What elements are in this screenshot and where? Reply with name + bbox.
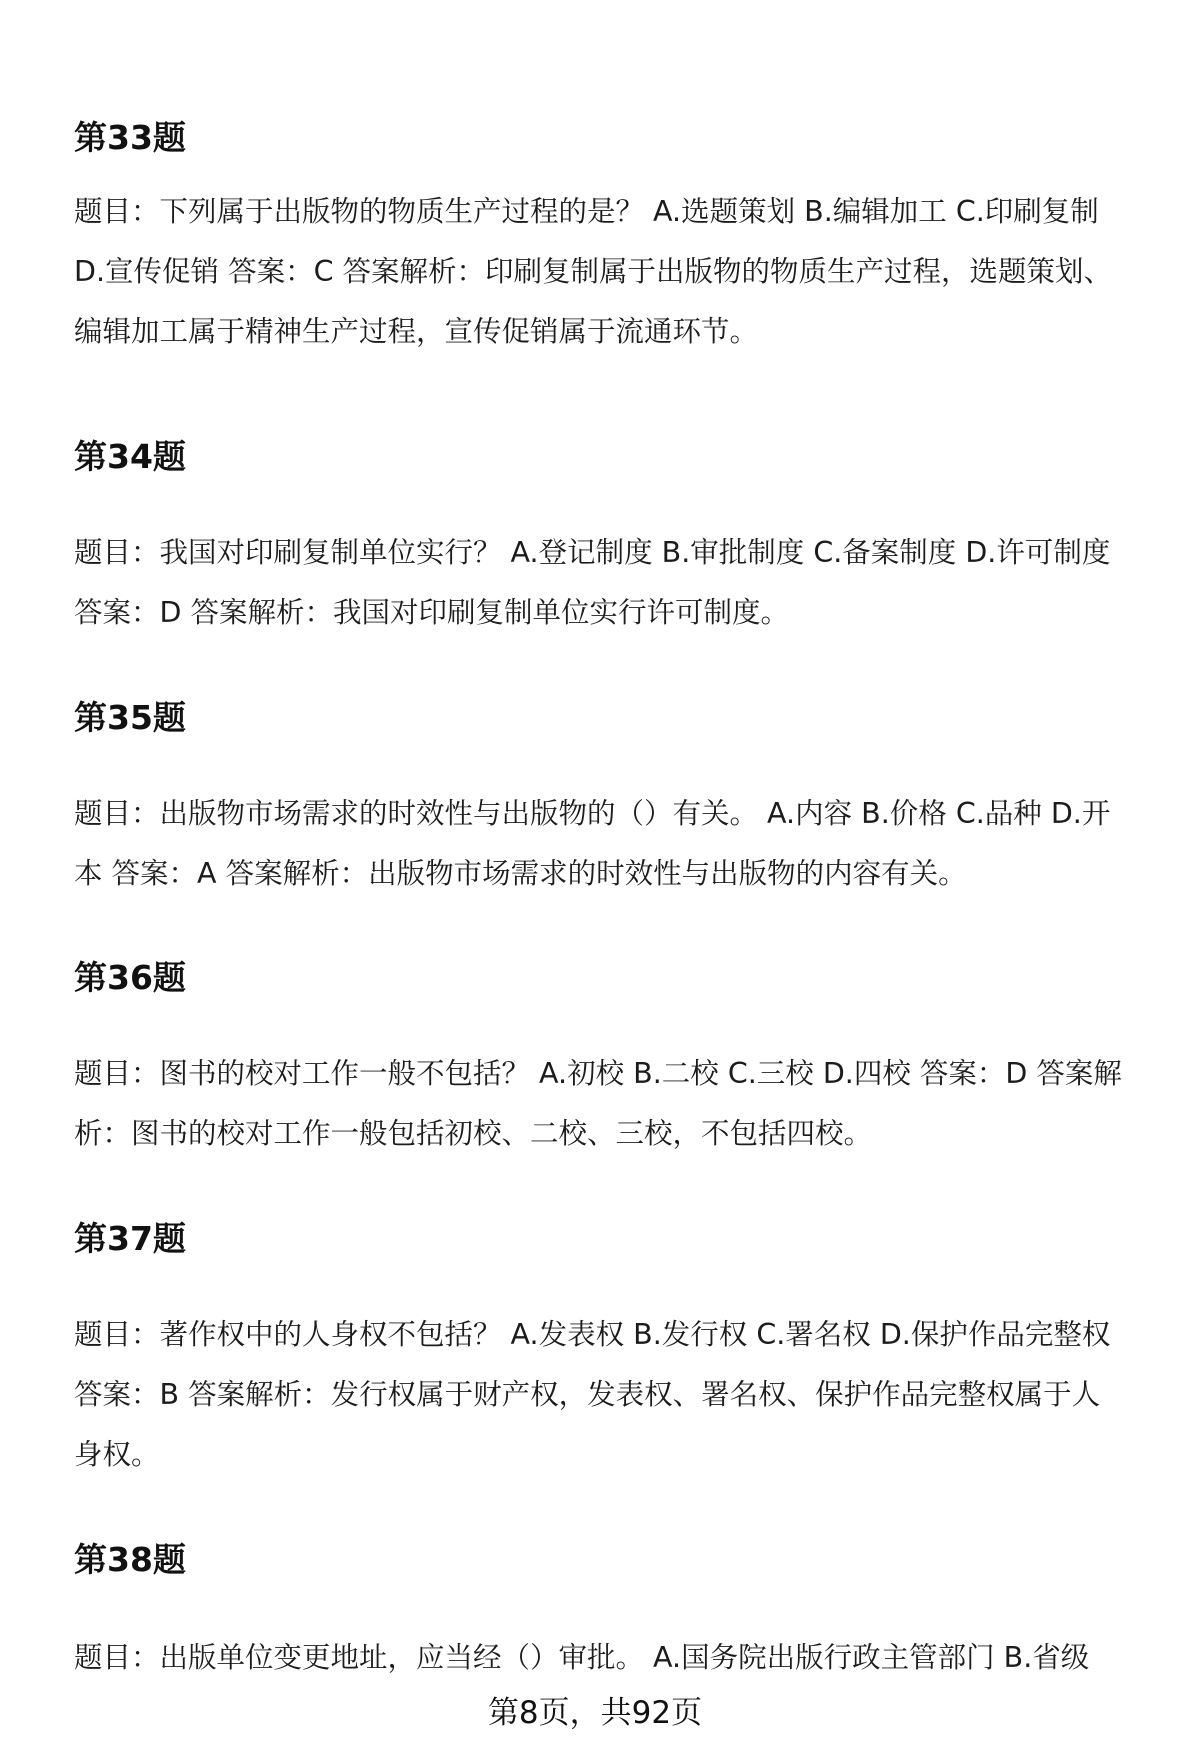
question-text-line: 题目：图书的校对工作一般不包括？ A.初校 B.二校 C.三校 D.四校 答案：D 答案解: [74, 1057, 1122, 1090]
question-text-line: 身权。: [74, 1438, 160, 1471]
question-text-line: 编辑加工属于精神生产过程，宣传促销属于流通环节。: [74, 315, 759, 348]
question-text-line: 析：图书的校对工作一般包括初校、二校、三校，不包括四校。: [74, 1117, 873, 1150]
question-body: [74, 1628, 1174, 1688]
page-indicator: 第8页，共92页: [487, 1695, 703, 1731]
question-body: [74, 784, 1174, 904]
question-body: [74, 1044, 1174, 1164]
question-heading: 第38题: [74, 1540, 186, 1579]
question-text-line: D.宣传促销 答案：C 答案解析：印刷复制属于出版物的物质生产过程，选题策划、: [74, 255, 1113, 288]
question-heading: 第34题: [74, 437, 186, 476]
question-heading: 第35题: [74, 698, 186, 737]
question-text-line: 答案：B 答案解析：发行权属于财产权，发表权、署名权、保护作品完整权属于人: [74, 1378, 1101, 1411]
question-text-line: 题目：下列属于出版物的物质生产过程的是？ A.选题策划 B.编辑加工 C.印刷复制: [74, 195, 1099, 228]
question-body: [74, 182, 1174, 362]
question-text-line: 本 答案：A 答案解析：出版物市场需求的时效性与出版物的内容有关。: [74, 857, 967, 890]
question-text-line: 题目：出版物市场需求的时效性与出版物的（）有关。 A.内容 B.价格 C.品种 D.开: [74, 797, 1111, 830]
question-text-line: 题目：著作权中的人身权不包括？ A.发表权 B.发行权 C.署名权 D.保护作品完整权: [74, 1318, 1111, 1351]
question-body: [74, 523, 1174, 643]
question-heading: 第36题: [74, 958, 186, 997]
question-body: [74, 1305, 1174, 1485]
question-text-line: 题目：出版单位变更地址，应当经（）审批。 A.国务院出版行政主管部门 B.省级: [74, 1641, 1090, 1674]
question-text-line: 答案：D 答案解析：我国对印刷复制单位实行许可制度。: [74, 596, 790, 629]
question-heading: 第37题: [74, 1219, 186, 1258]
question-text-line: 题目：我国对印刷复制单位实行？ A.登记制度 B.审批制度 C.备案制度 D.许可制度: [74, 536, 1111, 569]
question-heading: 第33题: [74, 118, 186, 157]
